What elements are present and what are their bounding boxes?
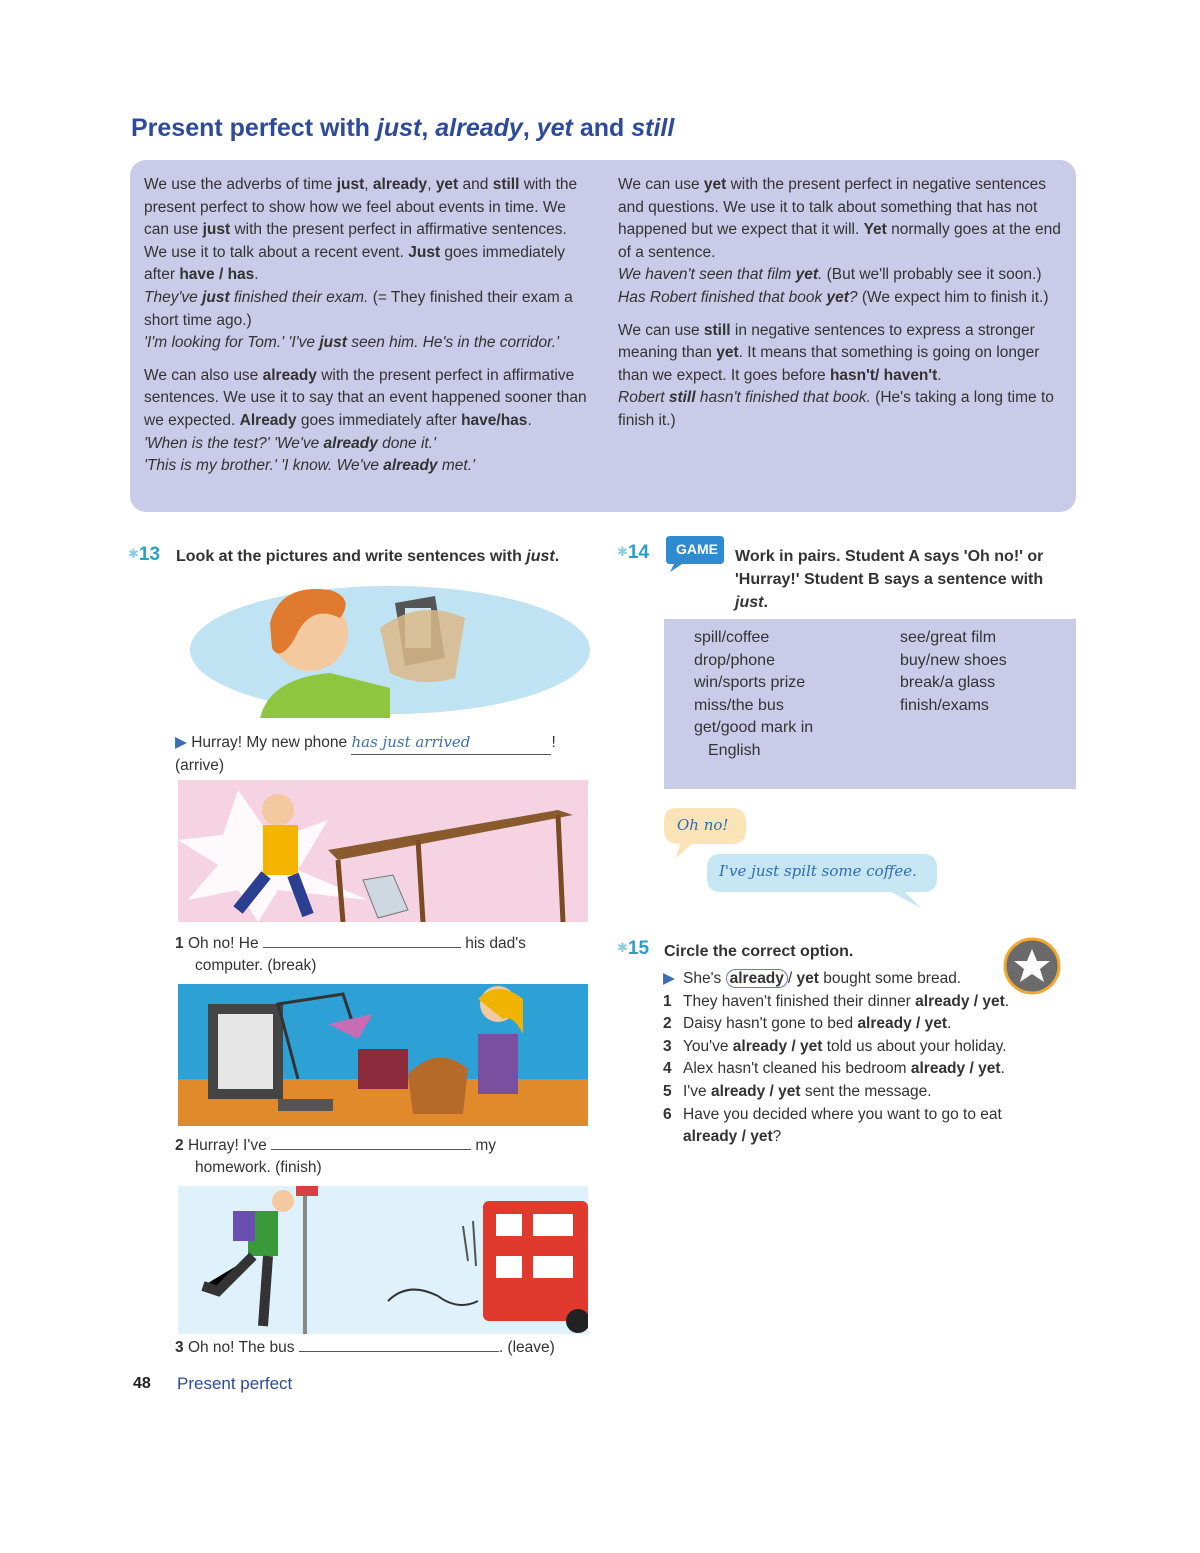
- exercise-15-item: 1 They haven't finished their dinner already / yet.: [663, 992, 1010, 1010]
- word-prompt-box: [664, 619, 1076, 789]
- option-yet[interactable]: yet: [982, 992, 1005, 1010]
- word-prompt: English: [708, 741, 761, 759]
- word-list-left: [694, 627, 813, 763]
- word-prompt: win/sports prize: [694, 674, 806, 692]
- picture-boy-broken-computer: [178, 780, 588, 922]
- option-yet[interactable]: yet: [800, 1037, 823, 1055]
- game-badge-label: GAME: [676, 541, 718, 557]
- option-already[interactable]: already: [683, 1128, 738, 1146]
- speech-bubble-b: I've just spilt some coffee.: [705, 852, 941, 910]
- word-prompt: drop/phone: [694, 651, 775, 669]
- option-already[interactable]: already: [710, 1082, 766, 1100]
- option-yet[interactable]: yet: [978, 1060, 1001, 1078]
- exercise-14-instruction: Work in pairs. Student A says 'Oh no!' or 'Hurray!' Student B says a sentence with just.: [735, 548, 1044, 611]
- word-prompt: break/a glass: [900, 674, 996, 692]
- exercise-13-item-3: 3 Oh no! The bus . (leave): [175, 1339, 555, 1356]
- exercise-15-item: 2 Daisy hasn't gone to bed already / yet.: [663, 1015, 952, 1033]
- grammar-column-right: [618, 174, 1063, 443]
- exercise-13-instruction: Look at the pictures and write sentences with just.: [176, 548, 560, 565]
- option-yet[interactable]: yet: [750, 1128, 773, 1146]
- exercise-13-example: ▶ Hurray! My new phone has just arrived ! (arrive): [175, 733, 556, 774]
- grammar-box: [130, 160, 1076, 512]
- grammar-paragraph-just: We use the adverbs of time just, already, yet and still with the present perfect to show how we feel about events in time. We can use just with the present perfect in affirmative sentences. We use it to talk about a recent event. Just goes immediately after have / has. They've just finished their exam. (= They finished their exam a short time ago.) 'I'm looking for Tom.' 'I've just seen him. He's in the corridor.': [144, 176, 578, 352]
- exercise-15-item: 3 You've already / yet told us about your holiday.: [663, 1037, 1007, 1055]
- picture-girl-homework: [178, 984, 588, 1126]
- exercise-15-example: ▶ She's already / yet bought some bread.: [663, 970, 962, 987]
- exercise-13-item-1: 1 Oh no! He his dad's computer. (break): [175, 935, 526, 974]
- option-yet[interactable]: yet: [778, 1082, 801, 1100]
- exercise-13-item-2: 2 Hurray! I've my homework. (finish): [175, 1137, 496, 1176]
- grammar-paragraph-already: We can also use already with the present perfect in affirmative sentences. We use it to say that an event happened sooner than we expected. Already goes immediately after have/has. 'When is the test?' 'We've already done it.' 'This is my brother.' 'I know. We've already met.': [144, 366, 587, 475]
- item-2-answer-blank[interactable]: [271, 1149, 471, 1150]
- word-prompt: finish/exams: [900, 696, 989, 714]
- exercise-15-item: 6 Have you decided where you want to go to eat already / yet?: [663, 1105, 1002, 1146]
- page-number: 48: [133, 1375, 151, 1392]
- grammar-paragraph-yet: We can use yet with the present perfect in negative sentences and questions. We use it to talk about something that has not happened but we expect that it will. Yet normally goes at the end of a sentence. We haven't seen that film yet. (But we'll probably see it soon.) Has Robert finished that book yet? (We expect him to finish it.): [618, 176, 1061, 306]
- option-already[interactable]: already: [857, 1015, 912, 1033]
- circled-option[interactable]: already: [726, 969, 788, 988]
- word-prompt: get/good mark in: [694, 719, 814, 737]
- word-prompt: buy/new shoes: [900, 651, 1007, 669]
- grammar-column-left: [144, 174, 589, 488]
- word-prompt: miss/the bus: [694, 696, 784, 714]
- word-list-right: [900, 627, 1007, 717]
- game-badge: [664, 534, 726, 574]
- exercise-14-number: ✱14: [617, 542, 650, 563]
- item-1-answer-blank[interactable]: [263, 947, 461, 948]
- option-already[interactable]: already: [910, 1060, 966, 1078]
- word-prompt: see/great film: [900, 629, 997, 646]
- grammar-paragraph-still: We can use still in negative sentences to express a stronger meaning than yet. It means that something is going on longer than we expect. It goes before hasn't/ haven't. Robert still hasn't finished that book. (He's taking a long time to finish it.): [618, 321, 1054, 429]
- speech-bubble-a: Oh no!: [662, 806, 752, 860]
- option-already[interactable]: already: [732, 1037, 788, 1055]
- exercise-15-item: 4 Alex hasn't cleaned his bedroom already / yet.: [663, 1060, 1005, 1078]
- exercise-15-number: ✱15: [617, 938, 650, 959]
- exercise-15-instruction: Circle the correct option.: [664, 943, 854, 960]
- exercise-15-list: [663, 968, 1083, 1149]
- item-3-answer-blank[interactable]: [299, 1351, 499, 1352]
- example-answer-blank[interactable]: has just arrived: [351, 731, 551, 755]
- section-name: Present perfect: [177, 1374, 293, 1393]
- word-prompt: spill/coffee: [694, 629, 770, 646]
- picture-girl-phone: [190, 578, 590, 718]
- picture-boy-missing-bus: [178, 1186, 588, 1334]
- option-yet[interactable]: yet: [924, 1015, 948, 1033]
- page-title: Present perfect with just, already, yet and still: [131, 114, 675, 142]
- option-already[interactable]: already: [915, 992, 970, 1010]
- exercise-13-number: ✱13: [128, 544, 161, 565]
- exercise-15-item: 5 I've already / yet sent the message.: [663, 1082, 932, 1100]
